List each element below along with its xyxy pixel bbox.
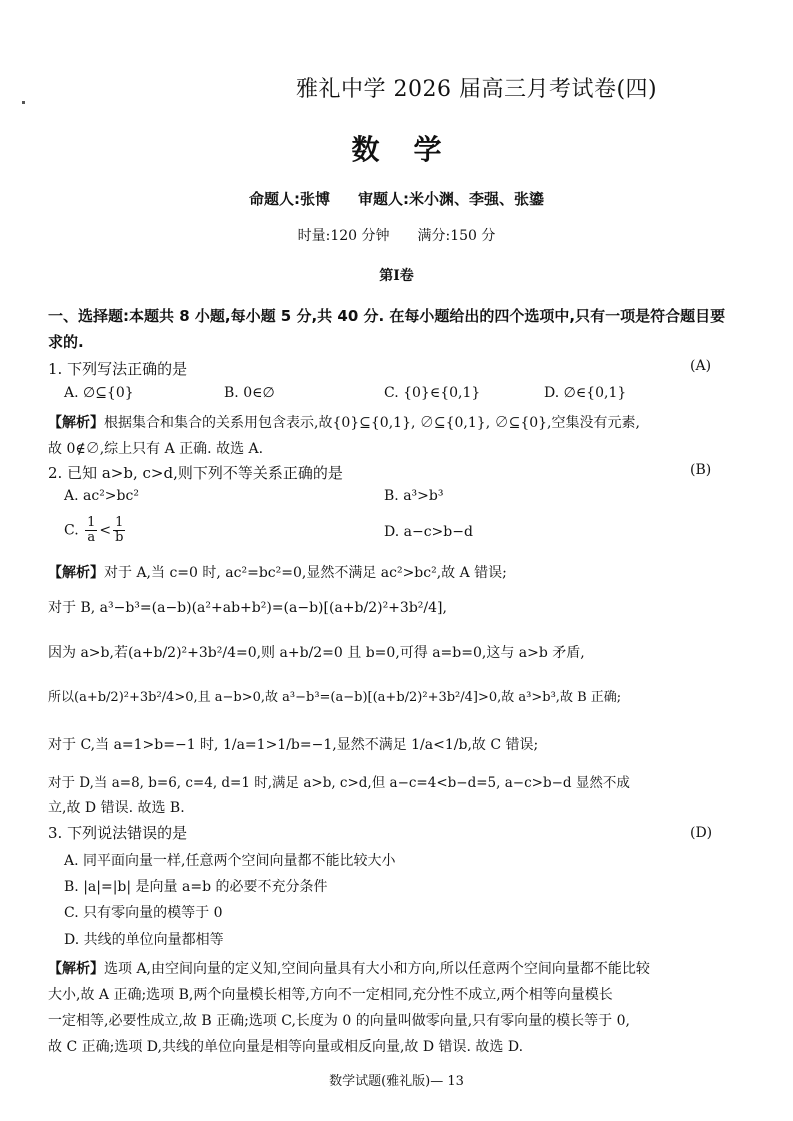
q2-analysis-line6: 对于 D,当 a=8, b=6, c=4, d=1 时,满足 a>b, c>d,但 a−c=4<b−d=5, a−c>b−d 显然不成 [48, 775, 630, 791]
q3-analysis-line2: 大小,故 A 正确;选项 B,两个向量模长相等,方向不一定相同,充分性不成立,两个相等向量模长 [48, 987, 613, 1003]
q2-analysis-line3: 因为 a>b,若(a+b/2)²+3b²/4=0,则 a+b/2=0 且 b=0,可得 a=b=0,这与 a>b 矛盾, [48, 645, 585, 661]
q3-analysis-line4: 故 C 正确;选项 D,共线的单位向量是相等向量或相反向量,故 D 错误. 故选 D. [48, 1039, 524, 1055]
q3-stem: 3. 下列说法错误的是 [48, 824, 188, 842]
page-footer: 数学试题(雅礼版)— 13 [329, 1074, 464, 1089]
scan-mark [22, 101, 25, 104]
reviewer: 审题人:米小渊、李强、张鎏 [358, 190, 544, 208]
q2-option-a: A. ac²>bc² [64, 488, 139, 504]
q1-analysis-line1: 根据集合和集合的关系用包含表示,故{0}⊆{0,1}, ∅⊆{0,1}, ∅⊆{0},空集没有元素, [104, 415, 640, 431]
q2-stem: 2. 已知 a>b, c>d,则下列不等关系正确的是 [48, 464, 343, 482]
q1-analysis [48, 410, 748, 462]
q1-option-c: C. {0}∈{0,1} [384, 385, 481, 401]
q2-analysis [48, 560, 748, 586]
q2-option-c: C. $\frac{1}{a}$ < $\frac{1}{b}$ [64, 515, 124, 545]
q2-option-c-label: C. [64, 522, 79, 539]
q2-analysis-line1: 对于 A,当 c=0 时, ac²=bc²=0,显然不满足 ac²>bc²,故 A 错误; [104, 565, 507, 581]
full-score: 满分:150 分 [417, 228, 496, 244]
q1-option-a: A. ∅⊆{0} [64, 385, 134, 401]
q3-option-d: D. 共线的单位向量都相等 [64, 932, 224, 948]
time-limit: 时量:120 分钟 [297, 228, 390, 244]
q1-analysis-tag: 【解析】 [48, 415, 104, 431]
time-line [0, 225, 793, 245]
q1-answer: (A) [690, 358, 712, 374]
q3-analysis-line1: 选项 A,由空间向量的定义知,空间向量具有大小和方向,所以任意两个空间向量都不能比较 [104, 961, 650, 977]
q1-analysis-line2: 故 0∉∅,综上只有 A 正确. 故选 A. [48, 441, 264, 457]
q2-answer: (B) [690, 462, 712, 478]
q2-option-d: D. a−c>b−d [384, 524, 473, 540]
q3-analysis [48, 956, 748, 1060]
q1-option-d: D. ∅∈{0,1} [544, 385, 627, 401]
author: 命题人:张博 [249, 190, 330, 208]
q2-analysis-line4: 所以(a+b/2)²+3b²/4>0,且 a−b>0,故 a³−b³=(a−b)[(a+b/2)²+3b²/4]>0,故 a³>b³,故 B 正确; [48, 690, 622, 705]
q3-analysis-line3: 一定相等,必要性成立,故 B 正确;选项 C,长度为 0 的向量叫做零向量,只有零向量的模长等于 0, [48, 1013, 630, 1029]
q2-analysis-line7: 立,故 D 错误. 故选 B. [48, 800, 185, 816]
authors-line [0, 188, 793, 209]
q1-stem: 1. 下列写法正确的是 [48, 360, 188, 378]
q3-option-a: A. 同平面向量一样,任意两个空间向量都不能比较大小 [64, 853, 396, 869]
q2-analysis-line2: 对于 B, a³−b³=(a−b)(a²+ab+b²)=(a−b)[(a+b/2)²+3b²/4], [48, 600, 447, 616]
subject-title: 数学 [351, 133, 476, 166]
volume-label: 第Ⅰ卷 [379, 268, 414, 284]
q3-option-c: C. 只有零向量的模等于 0 [64, 905, 223, 921]
q3-option-b: B. |a|=|b| 是向量 a=b 的必要不充分条件 [64, 879, 328, 895]
q2-analysis-tag: 【解析】 [48, 565, 104, 581]
q1-option-b: B. 0∈∅ [224, 385, 275, 401]
exam-title: 雅礼中学 2026 届高三月考试卷(四) [296, 77, 658, 102]
q2-analysis-line5: 对于 C,当 a=1>b=−1 时, 1/a=1>1/b=−1,显然不满足 1/a<1/b,故 C 错误; [48, 737, 539, 753]
q2-option-b: B. a³>b³ [384, 488, 444, 504]
section-heading: 一、选择题:本题共 8 小题,每小题 5 分,共 40 分. 在每小题给出的四个选项中,只有一项是符合题目要求的. [48, 307, 726, 351]
q2-option-c-frac2: $\frac{1}{b}$ [115, 515, 124, 545]
q3-answer: (D) [690, 825, 713, 841]
q2-option-c-frac1: $\frac{1}{a}$ [87, 515, 96, 545]
q3-analysis-tag: 【解析】 [48, 961, 104, 977]
